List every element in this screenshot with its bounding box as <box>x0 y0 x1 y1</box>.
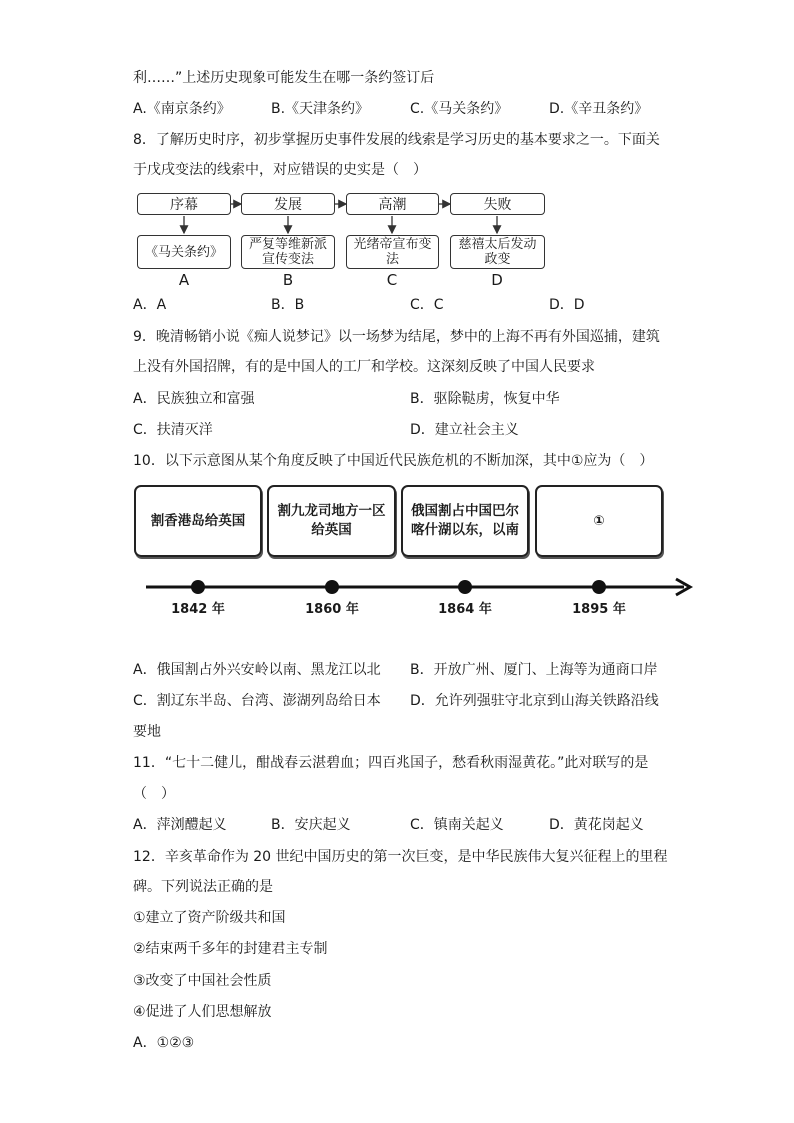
flow-result-d: 慈禧太后发动政变 <box>450 235 545 269</box>
q7-option-b[interactable]: B.《天津条约》 <box>271 101 370 117</box>
q10-stem: 10．以下示意图从某个角度反映了中国近代民族危机的不断加深，其中①应为（ ） <box>133 453 654 469</box>
timeline-dot-1860 <box>325 580 339 594</box>
q8-option-a[interactable]: A．A <box>133 297 167 313</box>
q12-stem-line1: 12．辛亥革命作为 20 世纪中国历史的第一次巨变，是中华民族伟大复兴征程上的里程 <box>133 849 668 865</box>
q7-stem-tail: 利……”上述历史现象可能发生在哪一条约签订后 <box>133 70 435 86</box>
q7-option-c[interactable]: C.《马关条约》 <box>410 101 509 117</box>
timeline-year-1895: 1895 年 <box>572 602 626 617</box>
q9-option-a[interactable]: A．民族独立和富强 <box>133 391 255 407</box>
q11-stem-line1: 11．“七十二健儿，酣战春云湛碧血；四百兆国子，愁看秋雨湿黄花。”此对联写的是 <box>133 755 649 771</box>
timeline-year-1842: 1842 年 <box>171 602 225 617</box>
q12-item-3: ③改变了中国社会性质 <box>133 973 272 989</box>
q10-option-b[interactable]: B．开放广州、厦门、上海等为通商口岸 <box>410 662 658 678</box>
timeline-axis <box>0 570 794 610</box>
timeline-box-1860: 割九龙司地方一区给英国 <box>267 485 396 557</box>
q12-option-a[interactable]: A．①②③ <box>133 1035 195 1051</box>
q10-option-c[interactable]: C．割辽东半岛、台湾、澎湖列岛给日本 <box>133 693 381 709</box>
q8-option-b[interactable]: B．B <box>271 297 305 313</box>
flow-result-a: 《马关条约》 <box>137 235 231 269</box>
q8-option-d[interactable]: D．D <box>549 297 585 313</box>
q8-stem-line1: 8．了解历史时序，初步掌握历史事件发展的线索是学习历史的基本要求之一。下面关 <box>133 132 660 148</box>
flow-letter-c: C <box>386 271 398 289</box>
flow-stage-climax: 高潮 <box>346 193 439 215</box>
q11-option-b[interactable]: B．安庆起义 <box>271 817 351 833</box>
timeline-dot-1895 <box>592 580 606 594</box>
q9-stem-line2: 上没有外国招牌，有的是中国人的工厂和学校。这深刻反映了中国人民要求 <box>133 359 595 375</box>
q9-option-d[interactable]: D．建立社会主义 <box>410 422 519 438</box>
q7-option-a[interactable]: A.《南京条约》 <box>133 101 231 117</box>
timeline-dot-1864 <box>458 580 472 594</box>
q10-option-a[interactable]: A．俄国割占外兴安岭以南、黑龙江以北 <box>133 662 381 678</box>
q8-stem-line2: 于戊戌变法的线索中，对应错误的史实是（ ） <box>133 162 427 178</box>
q10-option-d-continued: 要地 <box>133 724 161 740</box>
q10-option-d[interactable]: D．允许列强驻守北京到山海关铁路沿线 <box>410 693 659 709</box>
timeline-year-1860: 1860 年 <box>305 602 359 617</box>
flow-stage-development: 发展 <box>241 193 335 215</box>
q12-item-1: ①建立了资产阶级共和国 <box>133 910 286 926</box>
q12-item-2: ②结束两千多年的封建君主专制 <box>133 941 328 957</box>
timeline-box-1895-blank: ① <box>535 485 663 557</box>
q9-option-b[interactable]: B．驱除鞑虏，恢复中华 <box>410 391 560 407</box>
q9-option-c[interactable]: C．扶清灭洋 <box>133 422 213 438</box>
flow-letter-a: A <box>178 271 190 289</box>
q8-option-c[interactable]: C．C <box>410 297 444 313</box>
timeline-year-1864: 1864 年 <box>438 602 492 617</box>
q12-stem-line2: 碑。下列说法正确的是 <box>133 879 273 895</box>
flow-letter-d: D <box>491 271 503 289</box>
flow-result-c: 光绪帝宣布变法 <box>346 235 439 269</box>
flow-stage-prelude: 序幕 <box>137 193 231 215</box>
timeline-box-1842: 割香港岛给英国 <box>134 485 262 557</box>
timeline-dot-1842 <box>191 580 205 594</box>
q11-stem-line2: （ ） <box>133 786 175 802</box>
flow-stage-failure: 失败 <box>450 193 545 215</box>
q11-option-c[interactable]: C．镇南关起义 <box>410 817 504 833</box>
flow-result-b: 严复等维新派宣传变法 <box>241 235 335 269</box>
q9-stem-line1: 9．晚清畅销小说《痴人说梦记》以一场梦为结尾，梦中的上海不再有外国巡捕，建筑 <box>133 329 660 345</box>
q11-option-d[interactable]: D．黄花岗起义 <box>549 817 644 833</box>
q12-item-4: ④促进了人们思想解放 <box>133 1004 272 1020</box>
flow-letter-b: B <box>282 271 294 289</box>
q7-option-d[interactable]: D.《辛丑条约》 <box>549 101 649 117</box>
timeline-box-1864: 俄国割占中国巴尔喀什湖以东，以南 <box>401 485 529 557</box>
q11-option-a[interactable]: A．萍浏醴起义 <box>133 817 227 833</box>
